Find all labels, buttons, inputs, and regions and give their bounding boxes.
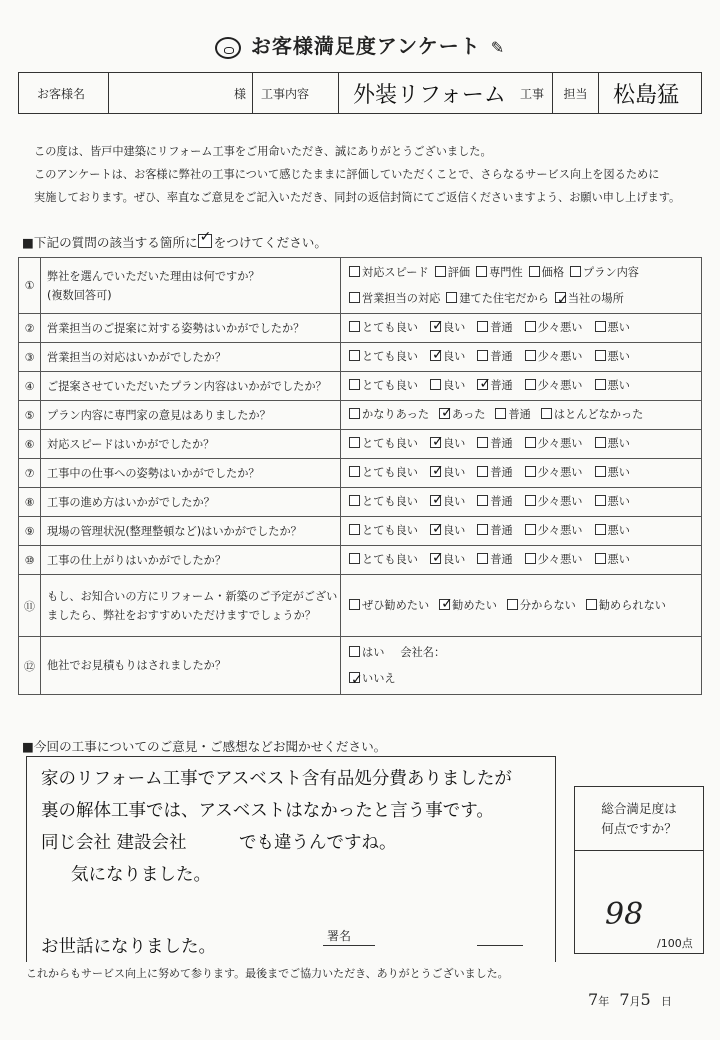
option[interactable] bbox=[349, 550, 418, 570]
option[interactable] bbox=[507, 596, 576, 616]
answer-options bbox=[341, 546, 702, 575]
option-label: とても良い bbox=[362, 350, 418, 363]
question-row bbox=[19, 401, 702, 430]
checkbox-icon[interactable] bbox=[349, 646, 360, 657]
option[interactable] bbox=[430, 434, 465, 454]
option-label: 普通 bbox=[490, 321, 513, 334]
checked-box-icon[interactable] bbox=[430, 321, 441, 332]
option-label: 悪い bbox=[607, 495, 630, 508]
option[interactable] bbox=[525, 347, 583, 367]
answer-options bbox=[341, 430, 702, 459]
date-year: 7 bbox=[588, 990, 599, 1009]
checkbox-icon[interactable] bbox=[570, 266, 581, 277]
checked-box-icon[interactable] bbox=[477, 379, 488, 390]
checkbox-icon[interactable] bbox=[349, 437, 360, 448]
option-label: はい bbox=[362, 645, 385, 659]
checkbox-icon[interactable] bbox=[349, 553, 360, 564]
option-label: 当社の場所 bbox=[567, 291, 624, 305]
answer-options bbox=[341, 459, 702, 488]
checkbox-example-icon bbox=[198, 234, 212, 248]
option-label: かなりあった bbox=[362, 408, 430, 421]
option-label: 少々悪い bbox=[537, 466, 583, 479]
option[interactable] bbox=[595, 492, 630, 512]
option[interactable] bbox=[476, 260, 523, 286]
checkbox-icon[interactable] bbox=[525, 437, 536, 448]
question-text bbox=[41, 459, 341, 488]
option-label: とても良い bbox=[362, 466, 418, 479]
question-number: ⑫ bbox=[19, 637, 41, 695]
checkbox-icon[interactable] bbox=[435, 266, 446, 277]
option-label: 悪い bbox=[607, 466, 630, 479]
checkbox-icon[interactable] bbox=[595, 495, 606, 506]
option-label: いいえ bbox=[362, 671, 396, 685]
answer-options bbox=[341, 517, 702, 546]
work-value: 外装リフォーム bbox=[353, 82, 506, 108]
question-text-line: 工事中の仕事への姿勢はいかがでしたか？ bbox=[47, 466, 260, 480]
option[interactable] bbox=[349, 666, 396, 692]
option[interactable] bbox=[477, 434, 512, 454]
option-label: とても良い bbox=[362, 553, 418, 566]
comment-line-2: 裏の解体工事では、アスベストはなかったと言う事です。 bbox=[41, 801, 494, 821]
instruction-before: ■下記の質問の該当する箇所に bbox=[22, 235, 198, 250]
comment-line-5: お世話になりました。 bbox=[41, 937, 216, 957]
option-label: とても良い bbox=[362, 495, 418, 508]
header-row bbox=[18, 72, 702, 114]
comment-label: ■今回の工事についてのご意見・ご感想などお聞かせください。 bbox=[22, 739, 387, 754]
checkbox-icon[interactable] bbox=[349, 466, 360, 477]
checkbox-icon[interactable] bbox=[595, 321, 606, 332]
option-label: 良い bbox=[442, 437, 466, 450]
question-text-line: 工事の進め方はいかがでしたか？ bbox=[47, 495, 215, 509]
checked-box-icon[interactable] bbox=[439, 599, 450, 610]
checkbox-icon[interactable] bbox=[477, 553, 488, 564]
staff-field[interactable] bbox=[599, 73, 701, 113]
option[interactable] bbox=[595, 347, 630, 367]
question-text bbox=[41, 575, 341, 637]
option[interactable] bbox=[349, 376, 418, 396]
option-label: 普通 bbox=[490, 524, 513, 537]
option[interactable] bbox=[525, 376, 583, 396]
pig-logo-icon bbox=[215, 37, 241, 59]
question-number: ⑪ bbox=[19, 575, 41, 637]
title-text: お客様満足度アンケート bbox=[250, 34, 481, 58]
option[interactable] bbox=[435, 260, 470, 286]
option[interactable] bbox=[495, 405, 530, 425]
option[interactable] bbox=[477, 463, 512, 483]
option[interactable] bbox=[586, 596, 666, 616]
question-text-line: もし、お知合いの方にリフォーム・新築のご予定がござい bbox=[47, 589, 338, 603]
option-label: 対応スピード bbox=[362, 265, 429, 279]
answer-options bbox=[341, 575, 702, 637]
instruction bbox=[22, 232, 327, 251]
option-label: 少々悪い bbox=[537, 321, 583, 334]
checked-box-icon[interactable] bbox=[430, 350, 441, 361]
checkbox-icon[interactable] bbox=[477, 524, 488, 535]
company-name-label: 会社名： bbox=[400, 645, 446, 659]
signature-label: 署名 bbox=[327, 929, 352, 943]
option-label: 専門性 bbox=[489, 265, 523, 279]
option[interactable] bbox=[349, 596, 429, 616]
option[interactable] bbox=[439, 596, 497, 616]
answer-options bbox=[341, 372, 702, 401]
question-number: ⑧ bbox=[19, 488, 41, 517]
option-label: とても良い bbox=[362, 321, 418, 334]
checkbox-icon[interactable] bbox=[595, 350, 606, 361]
question-row bbox=[19, 637, 702, 695]
form-title bbox=[0, 30, 720, 59]
checkbox-icon[interactable] bbox=[525, 379, 536, 390]
question-row bbox=[19, 343, 702, 372]
intro-text bbox=[34, 140, 704, 209]
checkbox-icon[interactable] bbox=[349, 408, 360, 419]
option[interactable] bbox=[525, 434, 583, 454]
question-text bbox=[41, 637, 341, 695]
option-label: とても良い bbox=[362, 437, 418, 450]
question-number: ② bbox=[19, 314, 41, 343]
option[interactable] bbox=[477, 521, 512, 541]
questions-table bbox=[18, 257, 702, 695]
answer-options bbox=[341, 314, 702, 343]
comment-line-3: 同じ会社 建設会社 でも違うんですね。 bbox=[41, 833, 397, 853]
question-text bbox=[41, 343, 341, 372]
option[interactable] bbox=[446, 286, 549, 312]
option[interactable] bbox=[595, 318, 630, 338]
option-label: 少々悪い bbox=[537, 379, 583, 392]
checkbox-icon[interactable] bbox=[349, 495, 360, 506]
option[interactable] bbox=[349, 521, 418, 541]
option[interactable] bbox=[595, 550, 630, 570]
question-row bbox=[19, 372, 702, 401]
option[interactable] bbox=[541, 405, 644, 425]
option[interactable] bbox=[595, 434, 630, 454]
question-row bbox=[19, 546, 702, 575]
answer-options bbox=[341, 258, 702, 314]
option[interactable] bbox=[525, 521, 583, 541]
question-row bbox=[19, 459, 702, 488]
option-label: 建てた住宅だから bbox=[459, 291, 549, 305]
checkbox-icon[interactable] bbox=[349, 350, 360, 361]
question-row bbox=[19, 430, 702, 459]
staff-value: 松島猛 bbox=[613, 82, 680, 108]
option[interactable] bbox=[349, 434, 418, 454]
question-number: ⑦ bbox=[19, 459, 41, 488]
checkbox-icon[interactable] bbox=[349, 524, 360, 535]
question-text-line: 他社でお見積もりはされましたか？ bbox=[47, 659, 227, 672]
signature-line bbox=[323, 945, 375, 946]
option-label: 少々悪い bbox=[537, 524, 583, 537]
option[interactable] bbox=[430, 521, 465, 541]
staff-label: 担当 bbox=[553, 73, 599, 113]
question-number: ① bbox=[19, 258, 41, 314]
option-label: 営業担当の対応 bbox=[362, 291, 441, 305]
question-text bbox=[41, 258, 341, 314]
question-text-line: ご提案させていただいたプラン内容はいかがでしたか？ bbox=[47, 379, 327, 393]
answer-options bbox=[341, 401, 702, 430]
option[interactable] bbox=[439, 405, 485, 425]
answer-options bbox=[341, 343, 702, 372]
question-number: ④ bbox=[19, 372, 41, 401]
question-text bbox=[41, 372, 341, 401]
option-label: 普通 bbox=[490, 553, 513, 566]
checkbox-icon[interactable] bbox=[349, 292, 360, 303]
question-text-line: プラン内容に専門家の意見はありましたか？ bbox=[47, 408, 271, 422]
checked-box-icon[interactable] bbox=[430, 437, 441, 448]
option-label: 悪い bbox=[607, 553, 630, 566]
question-row bbox=[19, 314, 702, 343]
option[interactable] bbox=[349, 640, 384, 666]
option[interactable] bbox=[349, 286, 440, 312]
checked-box-icon[interactable] bbox=[430, 524, 441, 535]
option[interactable] bbox=[525, 463, 583, 483]
option[interactable] bbox=[595, 376, 630, 396]
checkbox-icon[interactable] bbox=[525, 553, 536, 564]
question-text-line: 営業担当の対応はいかがでしたか？ bbox=[47, 350, 227, 364]
question-text-line: 現場の管理状況(整理整頓など)はいかがでしたか？ bbox=[47, 524, 302, 538]
option-label: 悪い bbox=[607, 350, 630, 363]
option-label: 普通 bbox=[490, 350, 513, 363]
option-label: 少々悪い bbox=[537, 553, 583, 566]
question-number: ⑨ bbox=[19, 517, 41, 546]
question-number: ⑥ bbox=[19, 430, 41, 459]
option-label: とても良い bbox=[362, 379, 418, 392]
question-row bbox=[19, 575, 702, 637]
checkbox-icon[interactable] bbox=[595, 437, 606, 448]
date-month-label: 月 bbox=[629, 995, 641, 1008]
option-label: プラン内容 bbox=[583, 265, 639, 279]
score-header bbox=[575, 787, 703, 851]
question-text-line: (複数回答可) bbox=[47, 288, 112, 302]
option-label: 普通 bbox=[490, 379, 513, 392]
option-label: 良い bbox=[442, 321, 466, 334]
option[interactable] bbox=[349, 492, 418, 512]
option-label: 勧めたい bbox=[452, 598, 497, 612]
option[interactable] bbox=[477, 318, 512, 338]
work-label: 工事内容 bbox=[253, 73, 339, 113]
checkbox-icon[interactable] bbox=[525, 321, 536, 332]
checked-box-icon[interactable] bbox=[555, 292, 566, 303]
option-label: 良い bbox=[442, 379, 466, 392]
option[interactable] bbox=[349, 347, 418, 367]
sama-label: 様 bbox=[233, 86, 246, 101]
option[interactable] bbox=[595, 521, 630, 541]
intro-line-1: この度は、皆戸中建築にリフォーム工事をご用命いただき、誠にありがとうございました。 bbox=[34, 145, 492, 158]
question-text-line: 弊社を選んでいただいた理由は何ですか？ bbox=[47, 269, 260, 283]
checkbox-icon[interactable] bbox=[349, 266, 360, 277]
option-label: 普通 bbox=[508, 408, 531, 421]
option[interactable] bbox=[477, 492, 512, 512]
customer-name-field[interactable] bbox=[109, 73, 253, 113]
answer-options bbox=[341, 488, 702, 517]
checkbox-icon[interactable] bbox=[477, 495, 488, 506]
option-label: 良い bbox=[442, 350, 466, 363]
option-label: 良い bbox=[442, 553, 466, 566]
option-label: はとんどなかった bbox=[553, 408, 644, 421]
option[interactable] bbox=[430, 347, 465, 367]
intro-line-2: このアンケートは、お客様に弊社の工事について感じたままに評価していただくことで、さらなるサービス向上を図るために bbox=[34, 168, 660, 181]
option-label: 良い bbox=[442, 495, 466, 508]
option-label: 普通 bbox=[490, 495, 513, 508]
checkbox-icon[interactable] bbox=[525, 495, 536, 506]
checkbox-icon[interactable] bbox=[476, 266, 487, 277]
question-text-line: 工事の仕上がりはいかがでしたか？ bbox=[47, 553, 227, 567]
question-row bbox=[19, 517, 702, 546]
checked-box-icon[interactable] bbox=[439, 408, 450, 419]
score-box[interactable] bbox=[574, 786, 704, 954]
date-day: 5 bbox=[640, 990, 651, 1009]
customer-label: お客様名 bbox=[19, 73, 109, 113]
date-field[interactable] bbox=[588, 990, 672, 1009]
question-text bbox=[41, 314, 341, 343]
answer-options bbox=[341, 637, 702, 695]
checkbox-icon[interactable] bbox=[477, 437, 488, 448]
question-text-line: ましたら、弊社をおすすめいただけますでしょうか？ bbox=[47, 608, 316, 622]
comment-line-1: 家のリフォーム工事でアスベスト含有品処分費ありましたが bbox=[41, 769, 512, 789]
option-label: 分からない bbox=[519, 598, 576, 612]
question-text bbox=[41, 546, 341, 575]
question-text bbox=[41, 517, 341, 546]
option[interactable] bbox=[595, 463, 630, 483]
option-label: とても良い bbox=[362, 524, 418, 537]
checked-box-icon[interactable] bbox=[430, 466, 441, 477]
option[interactable] bbox=[525, 550, 583, 570]
footer-text: これからもサービス向上に努めて参ります。最後までご協力いただき、ありがとうございました。 bbox=[26, 967, 509, 980]
option-label: 普通 bbox=[490, 437, 513, 450]
option[interactable] bbox=[529, 260, 564, 286]
option[interactable] bbox=[349, 405, 429, 425]
checkbox-icon[interactable] bbox=[477, 321, 488, 332]
option[interactable] bbox=[525, 492, 583, 512]
checkbox-icon[interactable] bbox=[529, 266, 540, 277]
date-month: 7 bbox=[619, 990, 630, 1009]
option-label: 悪い bbox=[607, 437, 630, 450]
option-label: 良い bbox=[442, 466, 466, 479]
option-label: 評価 bbox=[447, 265, 471, 279]
checkbox-icon[interactable] bbox=[595, 379, 606, 390]
option-label: 勧められない bbox=[598, 598, 666, 612]
checkbox-icon[interactable] bbox=[525, 524, 536, 535]
score-label-2: 何点ですか？ bbox=[601, 821, 677, 836]
checkbox-icon[interactable] bbox=[430, 379, 441, 390]
option-label: 普通 bbox=[490, 466, 513, 479]
comment-line-4: 気になりました。 bbox=[71, 865, 211, 885]
option-label: あった bbox=[452, 408, 486, 421]
option[interactable] bbox=[349, 260, 429, 286]
question-row bbox=[19, 258, 702, 314]
option[interactable] bbox=[477, 347, 512, 367]
option[interactable] bbox=[430, 550, 465, 570]
work-suffix: 工事 bbox=[519, 86, 544, 101]
option[interactable] bbox=[430, 463, 465, 483]
checked-box-icon[interactable] bbox=[430, 495, 441, 506]
question-row bbox=[19, 488, 702, 517]
option[interactable] bbox=[430, 376, 465, 396]
option-label: 少々悪い bbox=[537, 495, 583, 508]
checkbox-icon[interactable] bbox=[595, 553, 606, 564]
option[interactable] bbox=[430, 318, 465, 338]
score-unit: /100点 bbox=[657, 937, 693, 950]
checked-box-icon[interactable] bbox=[349, 672, 360, 683]
comment-box[interactable] bbox=[26, 756, 556, 962]
checkbox-icon[interactable] bbox=[349, 379, 360, 390]
checkbox-icon[interactable] bbox=[349, 321, 360, 332]
option[interactable] bbox=[477, 376, 512, 396]
option-label: 悪い bbox=[607, 379, 630, 392]
option[interactable] bbox=[349, 463, 418, 483]
option-label: 良い bbox=[442, 524, 466, 537]
checkbox-icon[interactable] bbox=[495, 408, 506, 419]
checkbox-icon[interactable] bbox=[525, 466, 536, 477]
checkbox-icon[interactable] bbox=[595, 466, 606, 477]
intro-line-3: 実施しております。ぜひ、率直なご意見をご記入いただき、同封の返信封筒にてご返信くださいますよう、お願い申し上げます。 bbox=[34, 191, 681, 204]
question-text-line: 対応スピードはいかがでしたか？ bbox=[47, 437, 215, 451]
option[interactable] bbox=[570, 260, 639, 286]
option[interactable] bbox=[525, 318, 583, 338]
checkbox-icon[interactable] bbox=[477, 466, 488, 477]
checkbox-icon[interactable] bbox=[541, 408, 552, 419]
score-label-1: 総合満足度は bbox=[601, 801, 677, 816]
checkbox-icon[interactable] bbox=[586, 599, 597, 610]
question-text bbox=[41, 488, 341, 517]
option[interactable] bbox=[555, 286, 624, 312]
option-label: 悪い bbox=[607, 524, 630, 537]
checkbox-icon[interactable] bbox=[525, 350, 536, 361]
question-number: ⑩ bbox=[19, 546, 41, 575]
option-label: 悪い bbox=[607, 321, 630, 334]
question-text bbox=[41, 430, 341, 459]
option-label: ぜひ勧めたい bbox=[362, 598, 430, 612]
question-text bbox=[41, 401, 341, 430]
option-label: 価格 bbox=[541, 265, 565, 279]
checkbox-icon[interactable] bbox=[349, 599, 360, 610]
score-value: 98 bbox=[605, 897, 644, 932]
checked-box-icon[interactable] bbox=[430, 553, 441, 564]
checkbox-icon[interactable] bbox=[507, 599, 518, 610]
option[interactable] bbox=[477, 550, 512, 570]
checkbox-icon[interactable] bbox=[595, 524, 606, 535]
question-text-line: 営業担当のご提案に対する姿勢はいかがでしたか？ bbox=[47, 321, 305, 335]
option[interactable] bbox=[349, 318, 418, 338]
date-day-label: 日 bbox=[660, 995, 672, 1008]
option-label: 少々悪い bbox=[537, 437, 583, 450]
question-number: ⑤ bbox=[19, 401, 41, 430]
option-label: 少々悪い bbox=[537, 350, 583, 363]
decoration-icon: ✎ bbox=[490, 38, 506, 57]
signature-line-right bbox=[477, 945, 523, 946]
instruction-after: をつけてください。 bbox=[213, 235, 327, 250]
date-year-label: 年 bbox=[598, 995, 610, 1008]
option[interactable] bbox=[430, 492, 465, 512]
checkbox-icon[interactable] bbox=[477, 350, 488, 361]
question-number: ③ bbox=[19, 343, 41, 372]
checkbox-icon[interactable] bbox=[446, 292, 457, 303]
work-field[interactable] bbox=[339, 73, 553, 113]
